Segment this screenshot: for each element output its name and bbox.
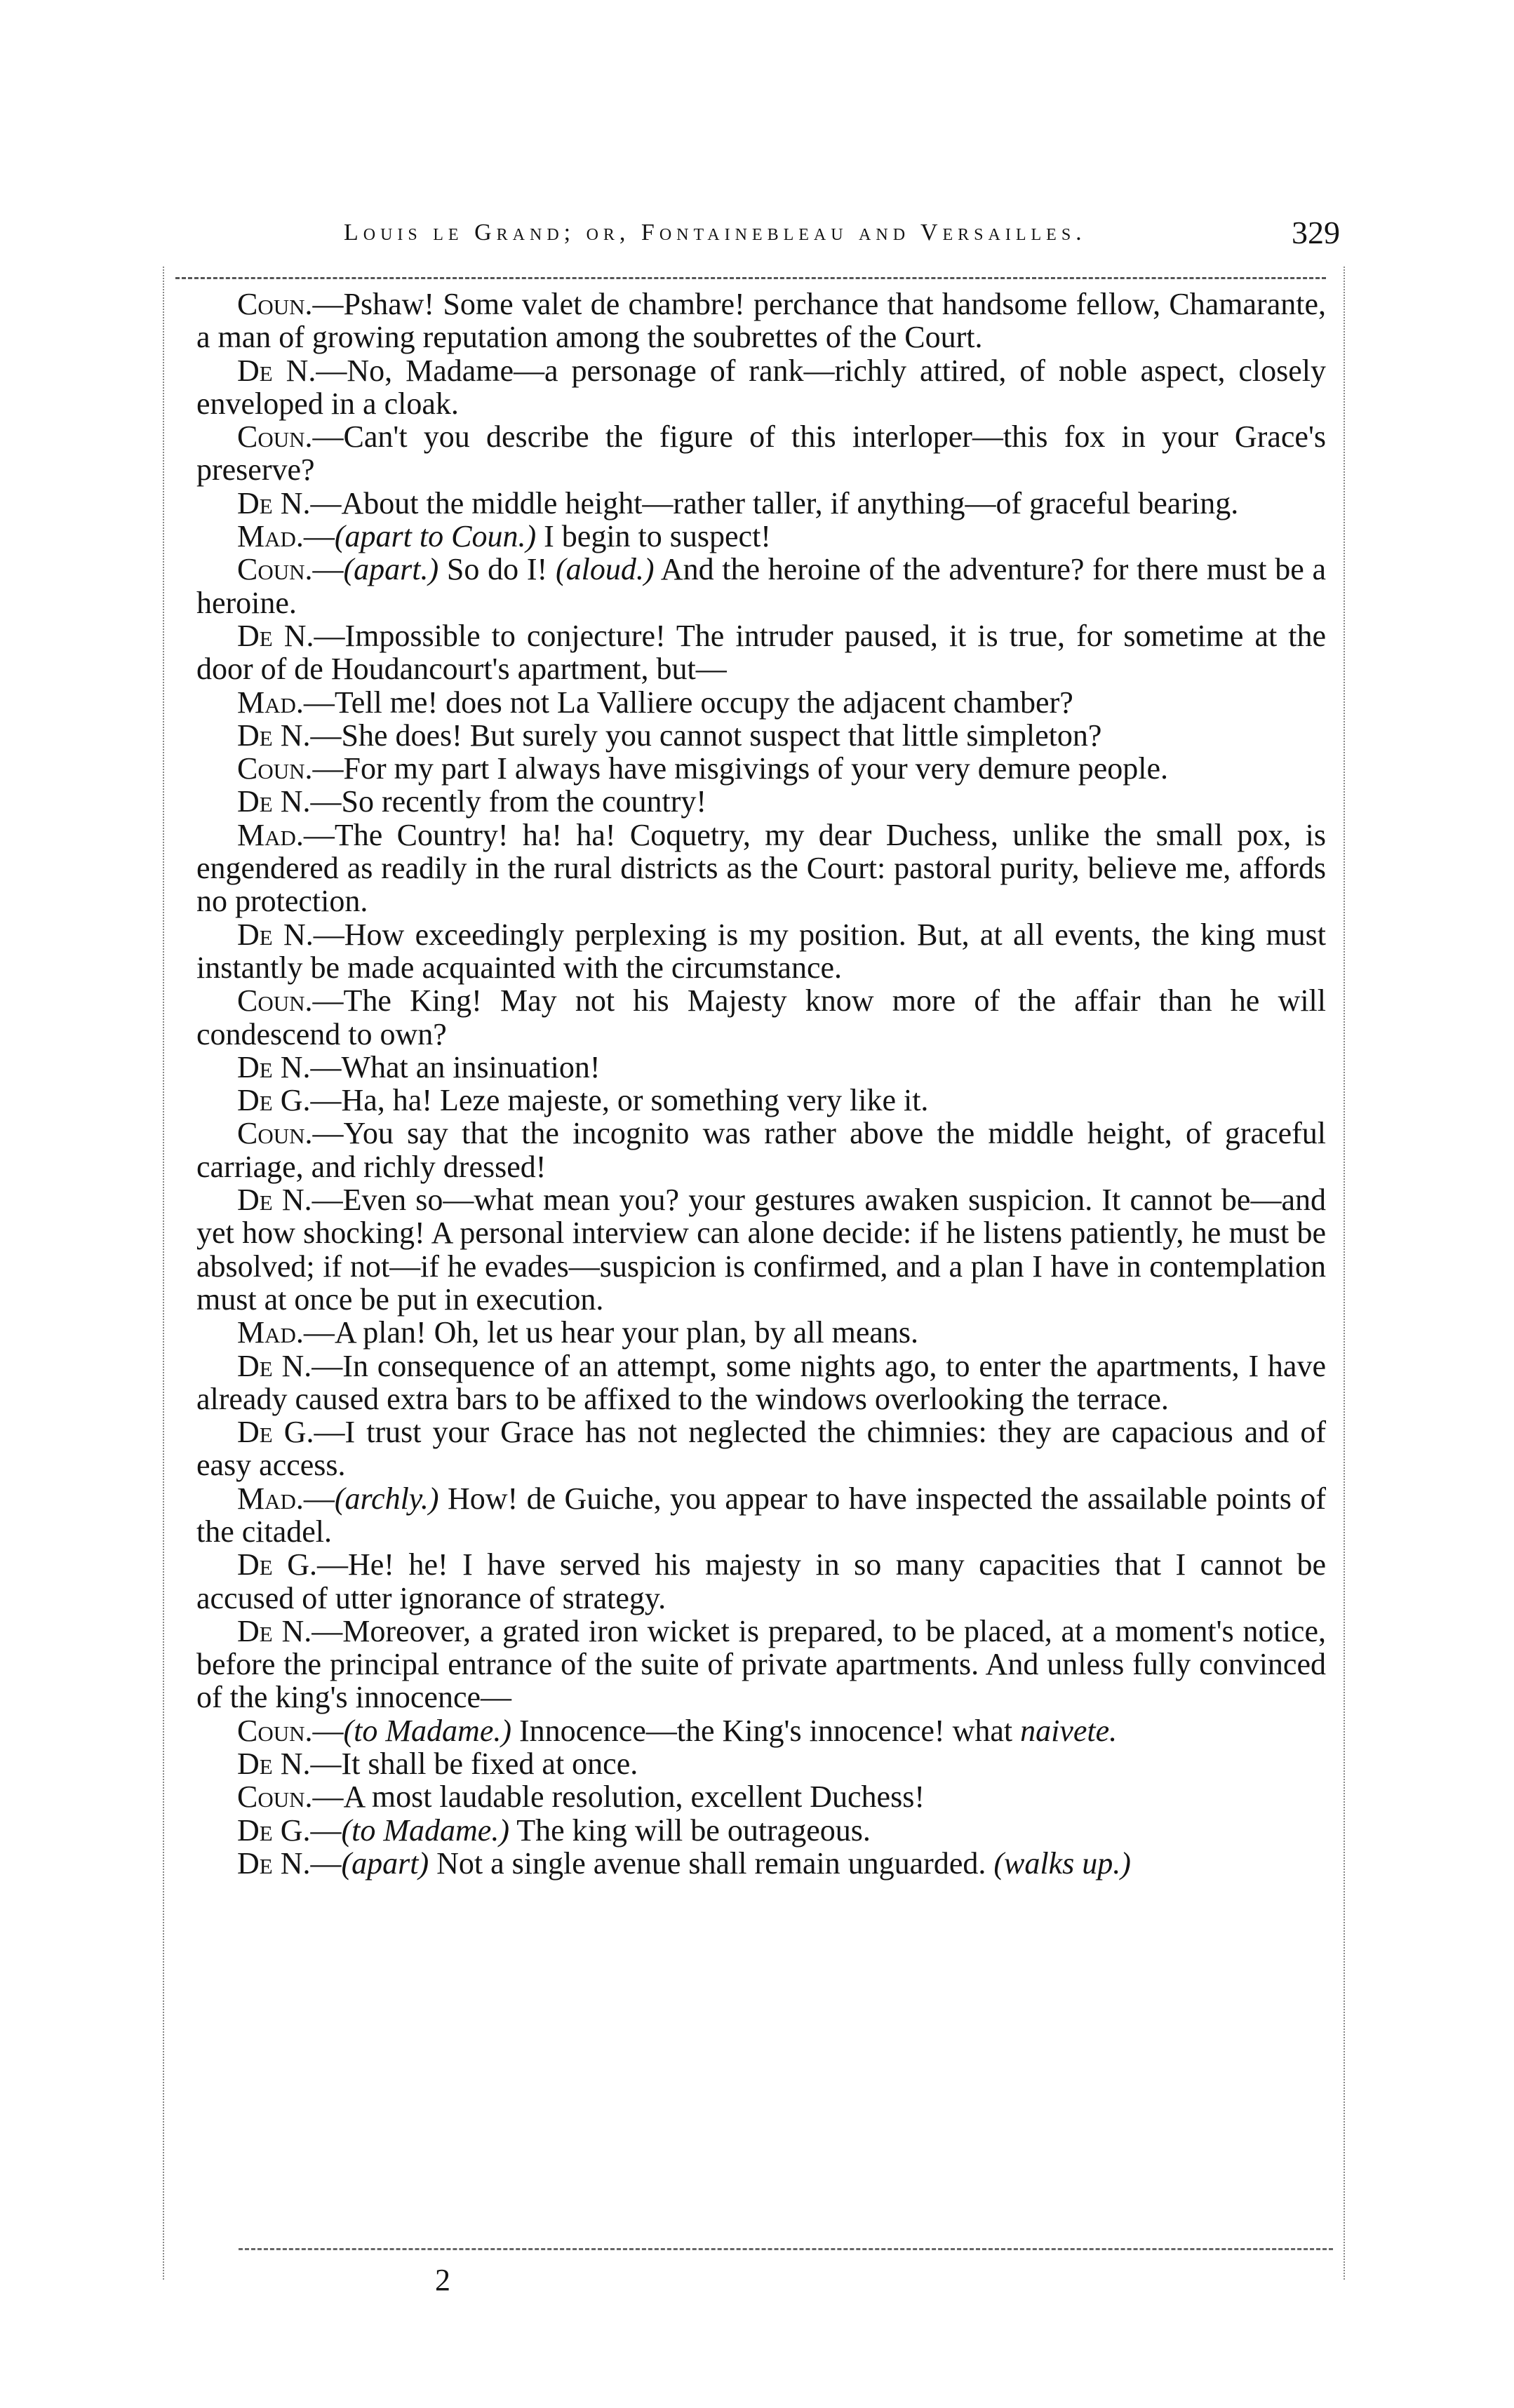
speech-text: —About the middle height—rather taller, if anything—of graceful bearing. — [310, 485, 1239, 520]
speech-text: —No, Madame—a personage of rank—richly attired, of noble aspect, closely enveloped in a cloak. — [196, 353, 1326, 421]
dialogue-paragraph — [196, 487, 1326, 520]
dialogue-paragraph — [196, 420, 1326, 487]
speaker-name: De N. — [237, 1613, 312, 1648]
speaker-name: De N. — [237, 1348, 312, 1383]
speaker-name: De N. — [237, 485, 311, 520]
speech-text: —You say that the incognito was rather above the middle height, of graceful carriage, and richly dressed! — [196, 1116, 1326, 1184]
stage-direction: (apart to Coun.) — [334, 519, 537, 554]
speech-text: The king will be outrageous. — [509, 1812, 871, 1848]
stage-direction: (aloud.) — [555, 552, 655, 587]
dialogue-paragraph — [196, 1548, 1326, 1615]
speech-text: —Impossible to conjecture! The intruder paused, it is true, for sometime at the door of de Houdancourt's apartment, but— — [196, 618, 1326, 687]
dialogue-text — [196, 288, 1326, 1880]
speech-text: So do I! — [438, 552, 556, 587]
speaker-name: Coun. — [237, 287, 313, 321]
stage-direction: (walks up.) — [993, 1845, 1131, 1881]
speaker-name: De N. — [237, 1747, 311, 1782]
dialogue-paragraph — [196, 918, 1326, 985]
page-header — [175, 214, 1340, 256]
dialogue-paragraph — [196, 1747, 1326, 1780]
speech-text: — — [312, 552, 344, 587]
speech-text: —He! he! I have served his majesty in so many capacities that I cannot be accused of utter ignorance of strategy. — [196, 1547, 1326, 1615]
speech-text: —How exceedingly perplexing is my position. But, at all events, the king must instantly be made acquainted with the circumstance. — [196, 917, 1326, 985]
stage-direction: (apart.) — [343, 552, 439, 587]
speaker-name: De N. — [237, 1845, 311, 1881]
running-head: Louis le Grand; or, Fontainebleau and Versailles. — [344, 220, 1087, 245]
dialogue-paragraph — [196, 1482, 1326, 1549]
speaker-name: Mad. — [237, 685, 304, 720]
speech-text: —What an insinuation! — [310, 1049, 601, 1084]
dialogue-paragraph — [196, 1316, 1326, 1349]
speech-text: I begin to suspect! — [536, 519, 771, 554]
dialogue-paragraph — [196, 1847, 1326, 1880]
speech-text: —It shall be fixed at once. — [310, 1747, 638, 1782]
speech-text: —She does! But surely you cannot suspect that little simpleton? — [310, 718, 1102, 753]
speaker-name: De G. — [237, 1083, 311, 1118]
speaker-name: Mad. — [237, 1481, 304, 1516]
footer-rule — [239, 2248, 1333, 2250]
stage-direction: naivete. — [1020, 1713, 1118, 1748]
speech-text: —The King! May not his Majesty know more of the affair than he will condescend to own? — [196, 983, 1326, 1051]
speaker-name: De N. — [237, 353, 316, 388]
speaker-name: Coun. — [237, 1713, 313, 1748]
dialogue-paragraph — [196, 288, 1326, 354]
dialogue-paragraph — [196, 1084, 1326, 1117]
dialogue-paragraph — [196, 1183, 1326, 1316]
speaker-name: De G. — [237, 1812, 311, 1848]
speech-text: — — [303, 519, 335, 554]
speech-text: — — [303, 1481, 335, 1516]
speaker-name: Coun. — [237, 552, 313, 587]
speech-text: And the heroine of the adventure? for there must be a heroine. — [196, 552, 1326, 620]
speaker-name: De N. — [237, 618, 314, 653]
speech-text: — — [310, 1812, 342, 1848]
dialogue-paragraph — [196, 1350, 1326, 1416]
speech-text: — — [312, 1713, 344, 1748]
signature-mark: 2 — [435, 2263, 450, 2297]
speech-text: Innocence—the King's innocence! what — [511, 1713, 1021, 1748]
dialogue-paragraph — [196, 1714, 1326, 1747]
speech-text: —A most laudable resolution, excellent Duchess! — [312, 1780, 925, 1815]
speech-text: —A plan! Oh, let us hear your plan, by all means. — [303, 1315, 919, 1350]
speech-text: —I trust your Grace has not neglected the chimnies: they are capacious and of easy access. — [196, 1415, 1326, 1483]
stage-direction: (apart) — [341, 1845, 429, 1881]
stage-direction: (to Madame.) — [341, 1812, 509, 1848]
dialogue-paragraph — [196, 686, 1326, 719]
left-page-edge — [163, 267, 164, 2280]
dialogue-paragraph — [196, 1415, 1326, 1482]
speaker-name: De N. — [237, 1049, 311, 1084]
stage-direction: (archly.) — [334, 1481, 439, 1516]
dialogue-paragraph — [196, 819, 1326, 918]
speech-text: —Even so—what mean you? your gestures awaken suspicion. It cannot be—and yet how shocking! A personal interview can alone decide: if he listens patiently, he must be absolved; if not—if he evades—suspicion is confirmed, and a plan I have in contemplation must at once be put in execution. — [196, 1183, 1326, 1317]
dialogue-paragraph — [196, 719, 1326, 752]
right-page-edge — [1344, 267, 1345, 2280]
speaker-name: Mad. — [237, 817, 304, 852]
speech-text: —Can't you describe the figure of this interloper—this fox in your Grace's preserve? — [196, 419, 1326, 487]
speech-text: —Tell me! does not La Valliere occupy the adjacent chamber? — [303, 685, 1073, 720]
dialogue-paragraph — [196, 785, 1326, 818]
dialogue-paragraph — [196, 354, 1326, 421]
speech-text: —So recently from the country! — [310, 784, 707, 819]
dialogue-paragraph — [196, 1814, 1326, 1847]
speaker-name: Coun. — [237, 1780, 313, 1815]
stage-direction: (to Madame.) — [343, 1713, 512, 1748]
speaker-name: Mad. — [237, 1315, 304, 1350]
speaker-name: De N. — [237, 917, 314, 952]
dialogue-paragraph — [196, 1051, 1326, 1084]
dialogue-paragraph — [196, 1117, 1326, 1183]
speech-text: —For my part I always have misgivings of your very demure people. — [312, 751, 1169, 786]
dialogue-paragraph — [196, 1780, 1326, 1813]
speech-text: Not a single avenue shall remain unguarded. — [429, 1845, 994, 1881]
speaker-name: Coun. — [237, 1116, 313, 1151]
dialogue-paragraph — [196, 553, 1326, 619]
dialogue-paragraph — [196, 520, 1326, 553]
dialogue-paragraph — [196, 619, 1326, 686]
speaker-name: De N. — [237, 784, 311, 819]
speaker-name: De N. — [237, 1183, 312, 1218]
page-number: 329 — [1292, 215, 1340, 250]
speech-text: —The Country! ha! ha! Coquetry, my dear Duchess, unlike the small pox, is engendered as readily in the rural districts as the Court: pastoral purity, believe me, affords no protection. — [196, 817, 1326, 919]
speaker-name: De N. — [237, 718, 311, 753]
speech-text: —Moreover, a grated iron wicket is prepared, to be placed, at a moment's notice, before the principal entrance of the suite of private apartments. And unless fully convinced of the king's innocence— — [196, 1613, 1326, 1715]
speaker-name: De G. — [237, 1415, 314, 1450]
dialogue-paragraph — [196, 984, 1326, 1051]
speaker-name: Mad. — [237, 519, 304, 554]
speech-text: —In consequence of an attempt, some nights ago, to enter the apartments, I have already caused extra bars to be affixed to the windows overlooking the terrace. — [196, 1348, 1326, 1416]
speaker-name: Coun. — [237, 419, 313, 455]
speech-text: —Pshaw! Some valet de chambre! perchance that handsome fellow, Chamarante, a man of growing reputation among the soubrettes of the Court. — [196, 287, 1326, 355]
dialogue-paragraph — [196, 1615, 1326, 1714]
speech-text: — — [310, 1845, 342, 1881]
speech-text: —Ha, ha! Leze majeste, or something very like it. — [310, 1083, 929, 1118]
speaker-name: Coun. — [237, 983, 313, 1018]
dialogue-paragraph — [196, 752, 1326, 785]
speaker-name: Coun. — [237, 751, 313, 786]
speaker-name: De G. — [237, 1547, 317, 1582]
speech-text: How! de Guiche, you appear to have inspected the assailable points of the citadel. — [196, 1481, 1326, 1549]
header-rule — [175, 277, 1326, 279]
